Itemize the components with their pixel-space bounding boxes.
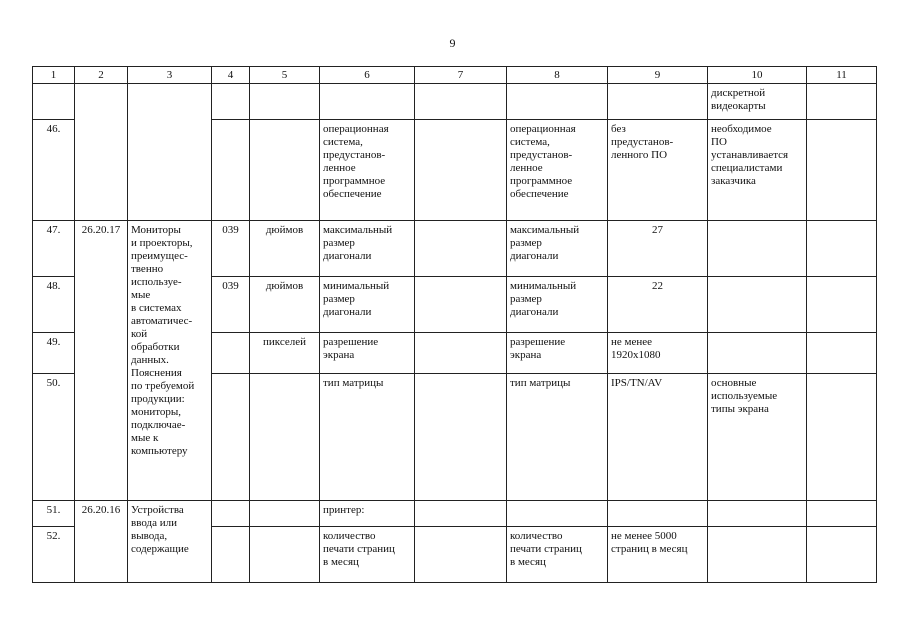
cell-col7	[415, 221, 507, 277]
cell-characteristic-2: максимальный размер диагонали	[507, 221, 608, 277]
cell-characteristic-2: разрешение экрана	[507, 333, 608, 374]
header-cell: 9	[608, 67, 708, 84]
cell-unit-code: 039	[212, 221, 250, 277]
cell-value: 27	[608, 221, 708, 277]
cell-col7	[415, 120, 507, 221]
cell-unit	[250, 501, 320, 527]
cell-unit: пикселей	[250, 333, 320, 374]
cell-characteristic: принтер:	[320, 501, 415, 527]
header-cell: 4	[212, 67, 250, 84]
cell-characteristic: операционная система, предустанов- ленное программное обеспечение	[320, 120, 415, 221]
cell-characteristic-2: операционная система, предустанов- ленное программное обеспечение	[507, 120, 608, 221]
cell-unit-code	[212, 84, 250, 120]
cell-unit	[250, 374, 320, 501]
cell-col11	[807, 277, 877, 333]
cell-value: не менее 5000 страниц в месяц	[608, 527, 708, 583]
table-row	[33, 221, 877, 277]
table-row	[33, 84, 877, 120]
cell-number: 50.	[33, 374, 75, 501]
cell-number: 52.	[33, 527, 75, 583]
cell-col11	[807, 501, 877, 527]
cell-col11	[807, 374, 877, 501]
cell-col7	[415, 527, 507, 583]
cell-col11	[807, 333, 877, 374]
page-number: 9	[449, 36, 456, 50]
cell-unit-code	[212, 501, 250, 527]
cell-note	[708, 501, 807, 527]
cell-number	[33, 84, 75, 120]
cell-col7	[415, 277, 507, 333]
cell-value	[608, 501, 708, 527]
cell-unit	[250, 84, 320, 120]
cell-unit: дюймов	[250, 277, 320, 333]
header-cell: 1	[33, 67, 75, 84]
cell-characteristic-2: минимальный размер диагонали	[507, 277, 608, 333]
cell-characteristic-2: количество печати страниц в месяц	[507, 527, 608, 583]
cell-name: Мониторы и проекторы, преимущес- твенно используе- мые в системах автоматичес- кой обработки данных. Пояснения по требуемой продукции: мониторы, подключае- мые к компьютеру	[128, 221, 212, 501]
cell-number: 51.	[33, 501, 75, 527]
cell-note	[708, 527, 807, 583]
cell-value: IPS/TN/AV	[608, 374, 708, 501]
cell-note	[708, 221, 807, 277]
cell-unit-code	[212, 333, 250, 374]
cell-col11	[807, 221, 877, 277]
cell-characteristic	[320, 84, 415, 120]
cell-unit-code	[212, 527, 250, 583]
cell-unit-code: 039	[212, 277, 250, 333]
cell-col11	[807, 120, 877, 221]
cell-unit-code	[212, 120, 250, 221]
cell-note	[708, 277, 807, 333]
header-row	[33, 67, 877, 84]
cell-characteristic-2: тип матрицы	[507, 374, 608, 501]
cell-value: не менее 1920x1080	[608, 333, 708, 374]
header-cell: 3	[128, 67, 212, 84]
cell-col11	[807, 527, 877, 583]
cell-note: необходимое ПО устанавливается специалистами заказчика	[708, 120, 807, 221]
cell-unit-code	[212, 374, 250, 501]
cell-code: 26.20.16	[75, 501, 128, 583]
table-row	[33, 501, 877, 527]
cell-number: 48.	[33, 277, 75, 333]
cell-note: основные используемые типы экрана	[708, 374, 807, 501]
header-cell: 11	[807, 67, 877, 84]
header-cell: 5	[250, 67, 320, 84]
cell-characteristic: разрешение экрана	[320, 333, 415, 374]
cell-characteristic: тип матрицы	[320, 374, 415, 501]
cell-characteristic: максимальный размер диагонали	[320, 221, 415, 277]
cell-code	[75, 84, 128, 221]
cell-value: без предустанов- ленного ПО	[608, 120, 708, 221]
cell-col7	[415, 333, 507, 374]
cell-characteristic-2	[507, 501, 608, 527]
cell-characteristic-2	[507, 84, 608, 120]
cell-unit: дюймов	[250, 221, 320, 277]
cell-characteristic: минимальный размер диагонали	[320, 277, 415, 333]
cell-note: дискретной видеокарты	[708, 84, 807, 120]
cell-name	[128, 84, 212, 221]
header-cell: 7	[415, 67, 507, 84]
header-cell: 8	[507, 67, 608, 84]
cell-number: 49.	[33, 333, 75, 374]
cell-note	[708, 333, 807, 374]
cell-code: 26.20.17	[75, 221, 128, 501]
cell-value: 22	[608, 277, 708, 333]
specification-table	[32, 66, 877, 583]
cell-name: Устройства ввода или вывода, содержащие	[128, 501, 212, 583]
cell-number: 47.	[33, 221, 75, 277]
cell-col7	[415, 501, 507, 527]
cell-number: 46.	[33, 120, 75, 221]
header-cell: 2	[75, 67, 128, 84]
header-cell: 6	[320, 67, 415, 84]
header-cell: 10	[708, 67, 807, 84]
cell-col11	[807, 84, 877, 120]
cell-col7	[415, 84, 507, 120]
cell-col7	[415, 374, 507, 501]
cell-unit	[250, 120, 320, 221]
cell-value	[608, 84, 708, 120]
cell-unit	[250, 527, 320, 583]
cell-characteristic: количество печати страниц в месяц	[320, 527, 415, 583]
